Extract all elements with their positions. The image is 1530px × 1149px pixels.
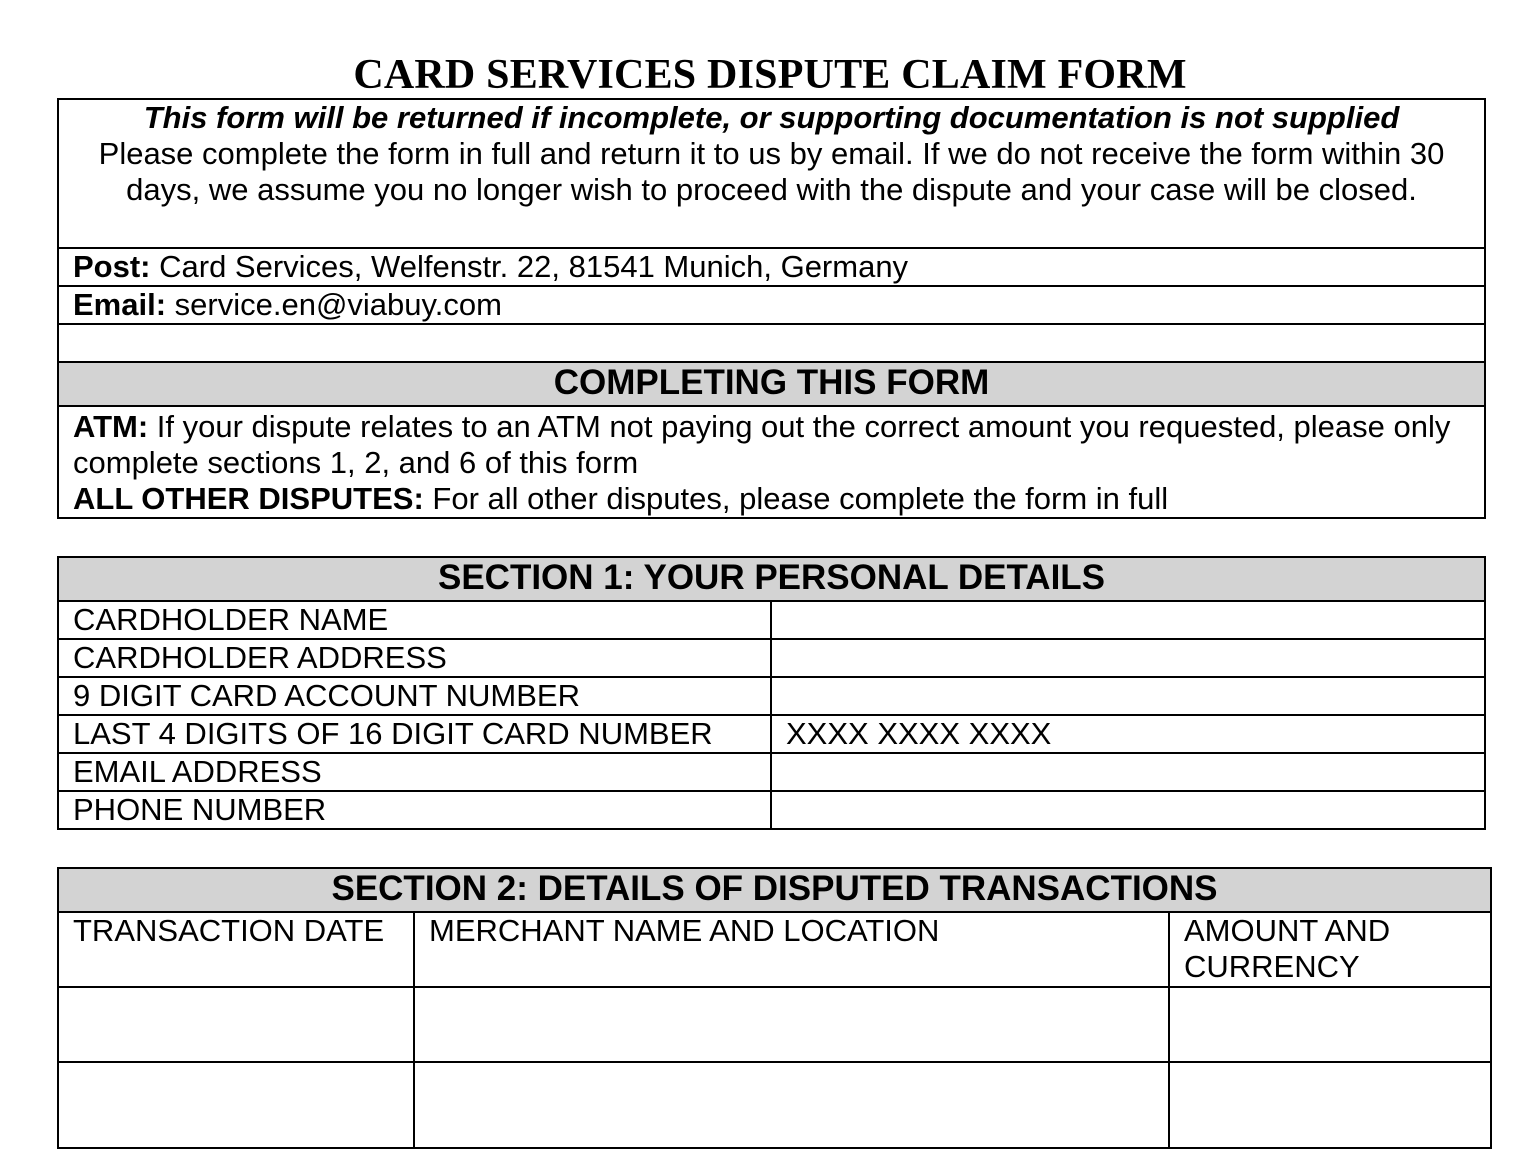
notice-cell	[58, 99, 1485, 248]
cardholder-name-field[interactable]	[771, 601, 1485, 639]
phone-number-field[interactable]	[771, 791, 1485, 829]
other-disputes-label: ALL OTHER DISPUTES:	[73, 481, 424, 516]
section2-heading: SECTION 2: DETAILS OF DISPUTED TRANSACTIONS	[58, 868, 1491, 912]
email-row	[58, 286, 1485, 324]
other-disputes-text: For all other disputes, please complete the form in full	[432, 481, 1169, 516]
col-merchant-name-location: MERCHANT NAME AND LOCATION	[414, 912, 1169, 987]
post-address-row	[58, 248, 1485, 286]
blank-row	[58, 324, 1485, 362]
cardholder-address-label: CARDHOLDER ADDRESS	[58, 639, 771, 677]
atm-instruction	[73, 409, 1454, 481]
other-disputes-instruction	[73, 481, 1454, 517]
email-address[interactable]: service.en@viabuy.com	[174, 287, 502, 322]
email-address-field[interactable]	[771, 753, 1485, 791]
notice-warning: This form will be returned if incomplete, or supporting documentation is not supplied	[143, 100, 1400, 135]
merchant-name-location-field[interactable]	[414, 987, 1169, 1062]
merchant-name-location-field[interactable]	[414, 1062, 1169, 1148]
amount-currency-field[interactable]	[1169, 1062, 1491, 1148]
email-label: Email:	[73, 287, 167, 322]
section2-table	[57, 867, 1492, 1149]
atm-label: ATM:	[73, 409, 149, 444]
notice-table	[57, 98, 1486, 519]
col-transaction-date: TRANSACTION DATE	[58, 912, 414, 987]
last4-card-number-field[interactable]: XXXX XXXX XXXX	[771, 715, 1485, 753]
completing-heading: COMPLETING THIS FORM	[58, 362, 1485, 406]
notice-instructions: Please complete the form in full and return it to us by email. If we do not receive the form within 30 days, we assume you no longer wish to proceed with the dispute and your case will be closed.	[98, 136, 1445, 207]
card-account-number-field[interactable]	[771, 677, 1485, 715]
post-address: Card Services, Welfenstr. 22, 81541 Munich, Germany	[159, 249, 909, 284]
transaction-date-field[interactable]	[58, 987, 414, 1062]
atm-text: If your dispute relates to an ATM not paying out the correct amount you requested, please only complete sections 1, 2, and 6 of this form	[73, 409, 1451, 480]
cardholder-address-field[interactable]	[771, 639, 1485, 677]
cardholder-name-label: CARDHOLDER NAME	[58, 601, 771, 639]
completing-instructions	[58, 406, 1485, 518]
form-title: CARD SERVICES DISPUTE CLAIM FORM	[353, 52, 1187, 98]
email-address-label: EMAIL ADDRESS	[58, 753, 771, 791]
section1-table	[57, 556, 1486, 830]
section1-heading: SECTION 1: YOUR PERSONAL DETAILS	[58, 557, 1485, 601]
post-label: Post:	[73, 249, 151, 284]
transaction-date-field[interactable]	[58, 1062, 414, 1148]
amount-currency-field[interactable]	[1169, 987, 1491, 1062]
card-account-number-label: 9 DIGIT CARD ACCOUNT NUMBER	[58, 677, 771, 715]
phone-number-label: PHONE NUMBER	[58, 791, 771, 829]
col-amount-currency: AMOUNT AND CURRENCY	[1169, 912, 1491, 987]
last4-card-number-label: LAST 4 DIGITS OF 16 DIGIT CARD NUMBER	[58, 715, 771, 753]
